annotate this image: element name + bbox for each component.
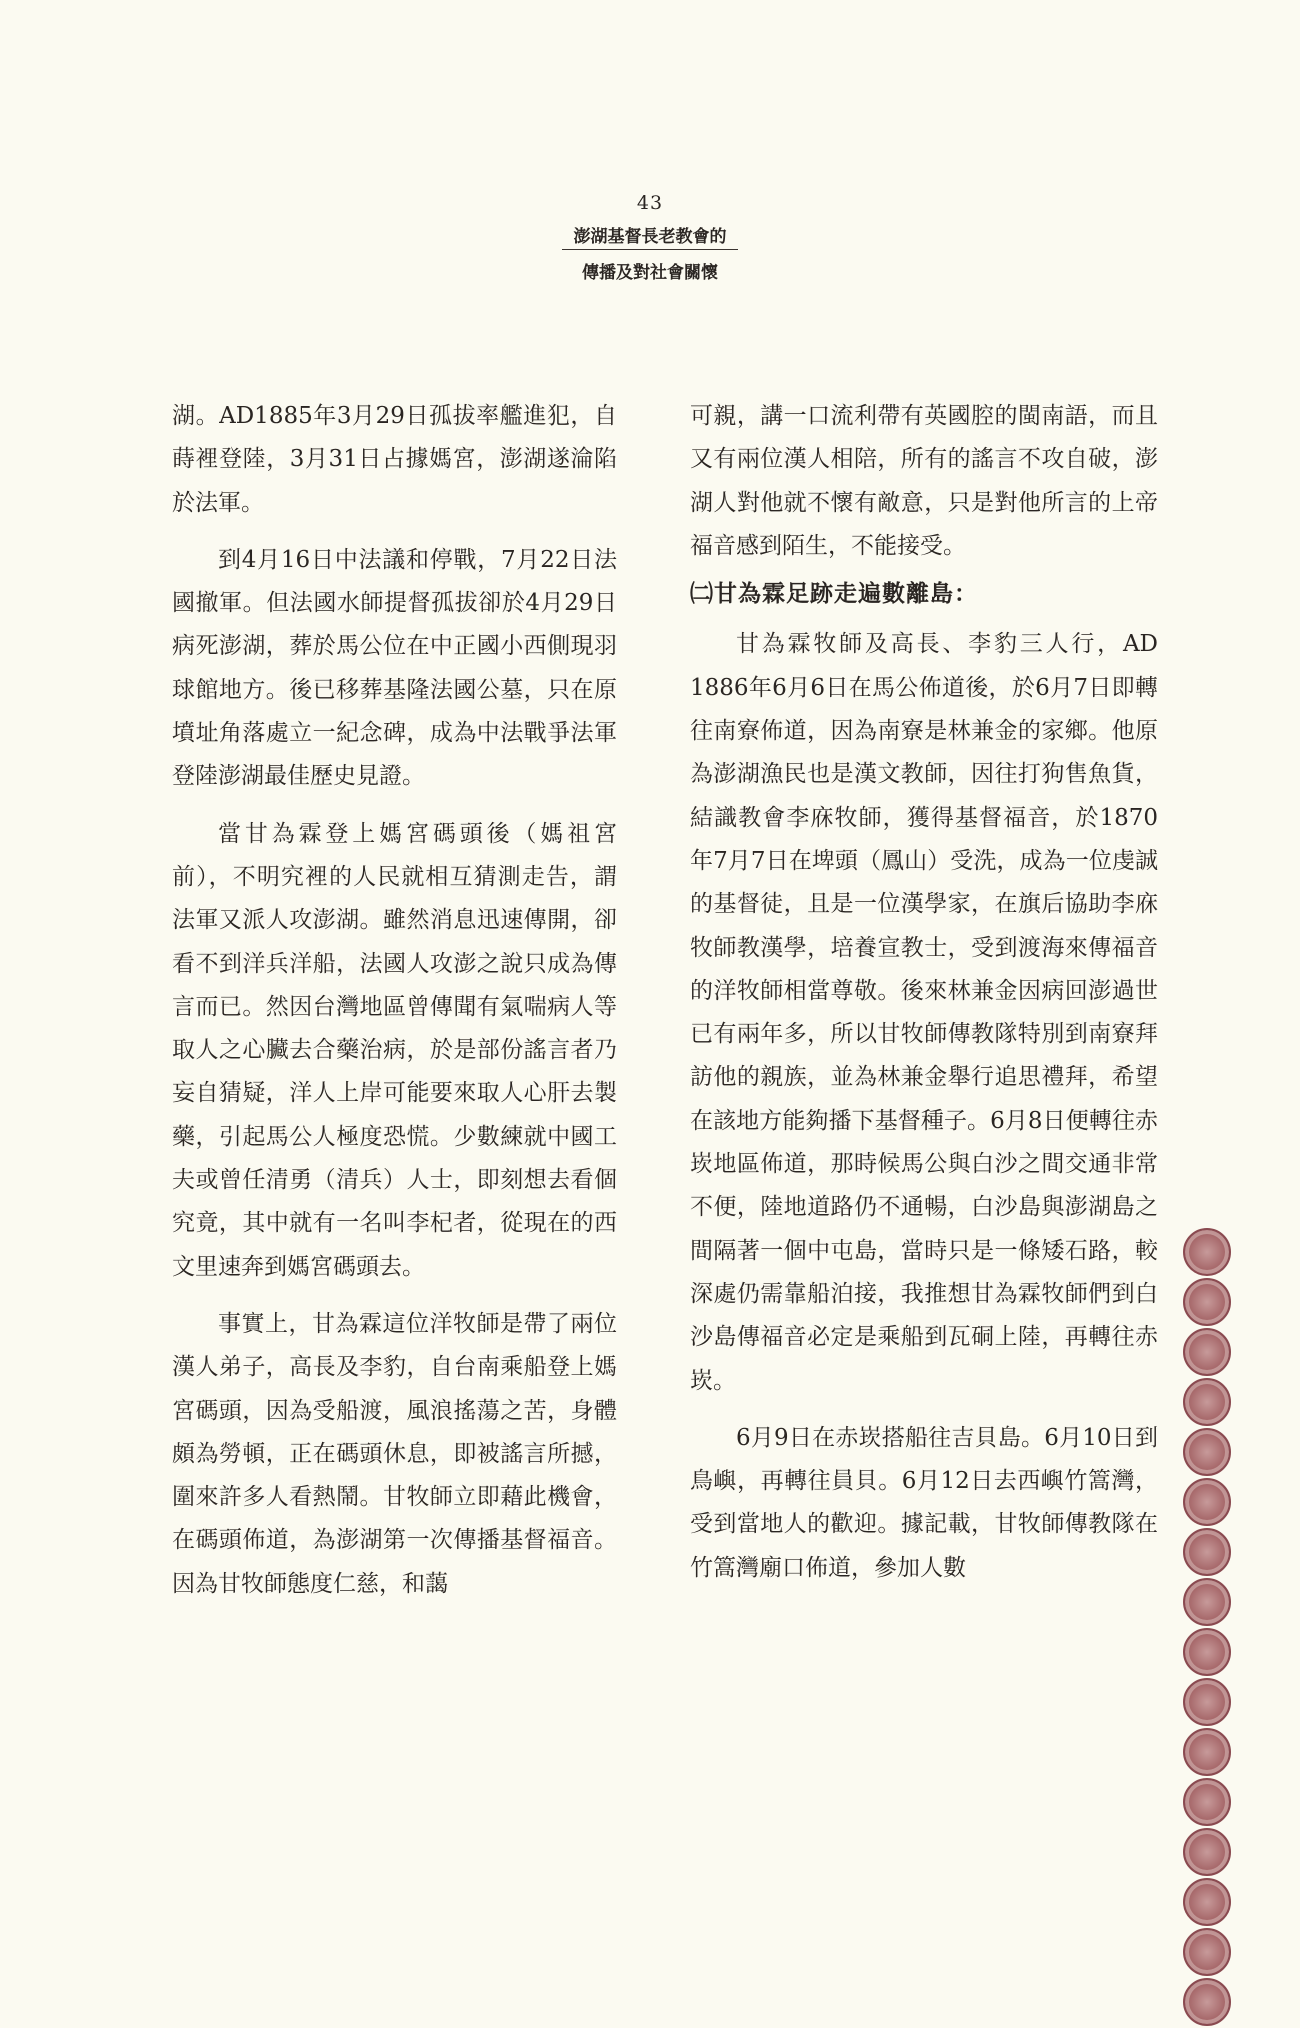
right-text-column: [690, 395, 1158, 1590]
seal-emblem-icon: [1183, 1328, 1231, 1376]
paragraph: 事實上，甘為霖這位洋牧師是帶了兩位漢人弟子，高長及李豹，自台南乘船登上媽宮碼頭，因為受船渡，風浪搖蕩之苦，身體頗為勞頓，正在碼頭休息，即被謠言所撼，圍來許多人看熱鬧。甘牧師立即藉此機會，在碼頭佈道，為澎湖第一次傳播基督福音。因為甘牧師態度仁慈，和藹: [172, 1310, 617, 1597]
paragraph: 可親，講一口流利帶有英國腔的閩南語，而且又有兩位漢人相陪，所有的謠言不攻自破，澎湖人對他就不懷有敵意，只是對他所言的上帝福音感到陌生，不能接受。: [690, 403, 1158, 559]
seal-emblem-icon: [1183, 1628, 1231, 1676]
paragraph: 6月9日在赤崁搭船往吉貝島。6月10日到鳥嶼，再轉往員貝。6月12日去西嶼竹篙灣，受到當地人的歡迎。據記載，甘牧師傳教隊在竹篙灣廟口佈道，參加人數: [690, 1424, 1158, 1581]
seal-emblem-icon: [1183, 1828, 1231, 1876]
seal-emblem-icon: [1183, 1428, 1231, 1476]
paragraph: 湖。AD1885年3月29日孤拔率艦進犯，自蒔裡登陸，3月31日占據媽宮，澎湖遂淪陷於法軍。: [172, 403, 617, 516]
page-number: 43: [636, 192, 664, 214]
header-divider: [562, 249, 738, 250]
seal-emblem-icon: [1183, 1778, 1231, 1826]
seal-emblem-icon: [1183, 1878, 1231, 1926]
paragraph: 甘為霖牧師及高長、李豹三人行，AD 1886年6月6日在馬公佈道後，於6月7日即轉往南寮佈道，因為南寮是林兼金的家鄉。他原為澎湖漁民也是漢文教師，因往打狗售魚貨，結識教會李庥牧師，獲得基督福音，於1870年7月7日在埤頭（鳳山）受洗，成為一位虔誠的基督徒，且是一位漢學家，在旗后協助李庥牧師教漢學，培養宣教士，受到渡海來傳福音的洋牧師相當尊敬。後來林兼金因病回澎過世已有兩年多，所以甘牧師傳教隊特別到南寮拜訪他的親族，並為林兼金舉行追思禮拜，希望在該地方能夠播下基督種子。6月8日便轉往赤崁地區佈道，那時候馬公與白沙之間交通非常不便，陸地道路仍不通暢，白沙島與澎湖島之間隔著一個中屯島，當時只是一條矮石路，較深處仍需靠船泊接，我推想甘為霖牧師們到白沙島傳福音必定是乘船到瓦硐上陸，再轉往赤崁。: [690, 631, 1158, 1394]
seal-emblem-icon: [1183, 1928, 1231, 1976]
seal-emblem-icon: [1183, 1528, 1231, 1576]
seal-emblem-icon: [1183, 1378, 1231, 1426]
seal-emblem-icon: [1183, 1678, 1231, 1726]
seal-emblem-icon: [1183, 1578, 1231, 1626]
paragraph: 當甘為霖登上媽宮碼頭後（媽祖宮前），不明究裡的人民就相互猜測走告，謂法軍又派人攻澎湖。雖然消息迅速傳開，卻看不到洋兵洋船，法國人攻澎之說只成為傳言而已。然因台灣地區曾傳聞有氣喘病人等取人之心臟去合藥治病，於是部份謠言者乃妄自猜疑，洋人上岸可能要來取人心肝去製藥，引起馬公人極度恐慌。少數練就中國工夫或曾任清勇（清兵）人士，即刻想去看個究竟，其中就有一名叫李杞者，從現在的西文里速奔到媽宮碼頭去。: [172, 820, 617, 1280]
seal-emblem-icon: [1183, 1728, 1231, 1776]
section-heading: ㈡甘為霖足跡走遍數離島：: [690, 580, 978, 608]
seal-emblem-icon: [1183, 1478, 1231, 1526]
seal-emblem-icon: [1183, 1228, 1231, 1276]
decorative-seal-strip: [1178, 1228, 1236, 2028]
left-text-column: [172, 395, 617, 1606]
seal-emblem-icon: [1183, 1278, 1231, 1326]
running-header-subtitle: 傳播及對社會關懷: [582, 263, 718, 283]
seal-emblem-icon: [1183, 1978, 1231, 2026]
paragraph: 到4月16日中法議和停戰，7月22日法國撤軍。但法國水師提督孤拔卻於4月29日病死澎湖，葬於馬公位在中正國小西側現羽球館地方。後已移葬基隆法國公墓，只在原墳址角落處立一紀念碑，成為中法戰爭法軍登陸澎湖最佳歷史見證。: [172, 546, 617, 790]
running-header-title: 澎湖基督長老教會的: [573, 227, 727, 247]
